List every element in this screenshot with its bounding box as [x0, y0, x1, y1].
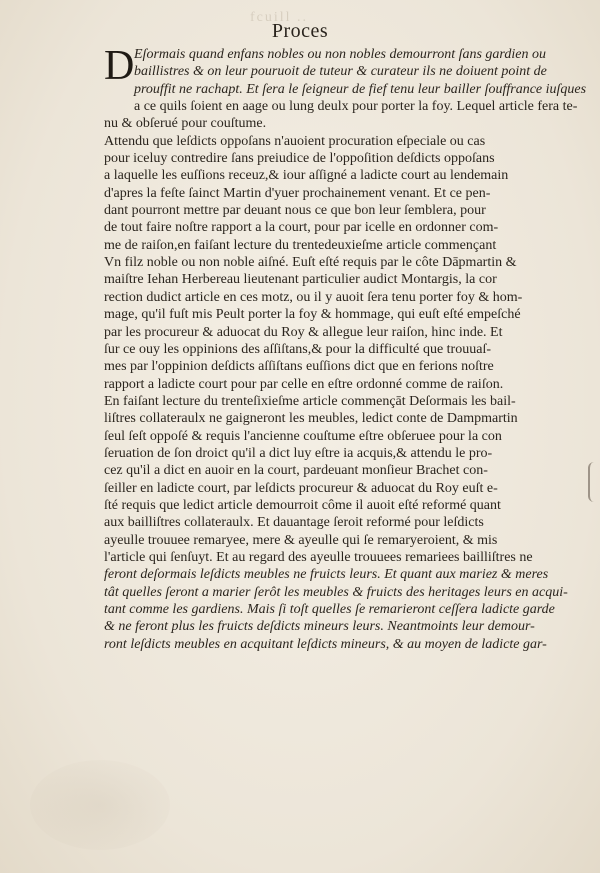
text-line: de tout faire noſtre rapport a la court, pour par icelle en ordonner com- [104, 220, 499, 236]
text-line: baillistres & on leur pouruoit de tuteur & curateur ils ne doiuent point de [134, 64, 547, 80]
text-line: dant pourront mettre par deuant nous ce que bon leur ſemblera, pour [104, 203, 486, 219]
text-line: & ne feront plus les fruicts deſdicts mineurs leurs. Neantmoints leur demour- [104, 619, 535, 635]
text-line: liſtres collateraulx ne gaigneront les meubles, ledict conte de Dampmartin [104, 411, 518, 427]
text-line: l'article qui ſenſuyt. Et au regard des ayeulle trouuees remariees bailliſtres ne [104, 549, 533, 565]
text-line: ayeulle trouuee remaryee, mere & ayeulle qui ſe remaryeroient, & mis [104, 532, 498, 548]
running-head: Proces [271, 20, 329, 42]
body-text [104, 43, 594, 653]
text-line: nu & obſerué pour couſtume. [104, 116, 267, 132]
drop-cap: D [104, 43, 135, 89]
text-line: feront deſormais leſdicts meubles ne fruicts leurs. Et quant aux mariez & meres [104, 567, 549, 583]
text-line: ront leſdicts meubles en acquitant leſdicts mineurs, & au moyen de ladicte gar- [104, 636, 547, 652]
text-line: Eſormais quand enfans nobles ou non nobles demourront ſans gardien ou [134, 47, 546, 62]
text-line: ſur ce ouy les oppinions des aſſiſtans,& pour la difficulté que trouuaſ- [104, 341, 491, 357]
text-line: d'apres la feſte ſainct Martin d'yuer prochainement venant. Et ce pen- [104, 185, 491, 201]
text-line: rapport a ladicte court pour par celle en eſtre ordonné comme de raiſon. [104, 376, 504, 392]
text-line: mes par l'oppinion deſdicts aſſiſtans euſſions dict que en ferions noſtre [104, 359, 494, 375]
text-line: ſeul ſeſt oppoſé & requis l'ancienne couſtume eſtre obſeruee pour la con [104, 428, 502, 444]
margin-bracket-mark [588, 462, 598, 502]
text-line: Vn filz noble ou non noble aiſné. Euſt eſté requis par le côte Dāpmartin & [104, 255, 517, 271]
text-line: a ce quils ſoient en aage ou lung deulx pour porter la foy. Lequel article fera te- [134, 99, 578, 115]
paper-stain [30, 760, 170, 850]
text-line: ſeruation de ſon droict qu'il a dict luy eſtre ia acquis,& attendu le pro- [104, 445, 493, 461]
text-line: Attendu que leſdicts oppoſans n'auoient procuration eſpeciale ou cas [104, 133, 486, 149]
text-line: aux bailliſtres collateraulx. Et dauantage ſeroit reformé pour leſdicts [104, 515, 484, 531]
text-line: mage, qu'il fuſt mis Peult porter la foy & hommage, qui euſt eſté empeſché [104, 307, 521, 323]
text-line: rection dudict article en ces motz, ou il y auoit ſera tenu porter foy & hom- [104, 289, 523, 305]
text-line: tât quelles ſeront a marier ſerôt les meubles & fruicts des heritages leurs en acqui- [104, 584, 568, 600]
text-line: cez qu'il a dict en auoir en la court, pardeuant monſieur Brachet con- [104, 463, 488, 479]
text-lines [104, 63, 594, 653]
text-line: ſeiller en ladicte court, par leſdicts procureur & aduocat du Roy euſt e- [104, 480, 498, 496]
text-line: a laquelle les euſſions receuz,& iour aſſigné a ladicte court au lendemain [104, 168, 509, 184]
text-line: prouffit ne rachapt. Et ſera le ſeigneur de fief tenu leur bailler ſouffrance iuſques [134, 81, 587, 97]
text-line: maiſtre Iehan Herbereau lieutenant particulier audict Montargis, la cor [104, 272, 497, 288]
text-line: ſté requis que ledict article demourroit côme il auoit eſté reformé quant [104, 497, 501, 513]
bleed-through-text: fcuill .. [250, 10, 309, 25]
text-line: me de raiſon,en faiſant lecture du trentedeuxieſme article commençant [104, 237, 497, 253]
text-line: pour iceluy contredire ſans preiudice de l'oppoſition deſdicts oppoſans [104, 151, 495, 167]
text-line: tant comme les gardiens. Mais ſi toſt quelles ſe remarieront ceſſera ladicte garde [104, 602, 555, 617]
text-line: par les procureur & aduocat du Roy & allegue leur raiſon, hinc inde. Et [104, 324, 503, 340]
text-line: En faiſant lecture du trenteſixieſme article commençāt Deſormais les bail- [104, 393, 516, 409]
